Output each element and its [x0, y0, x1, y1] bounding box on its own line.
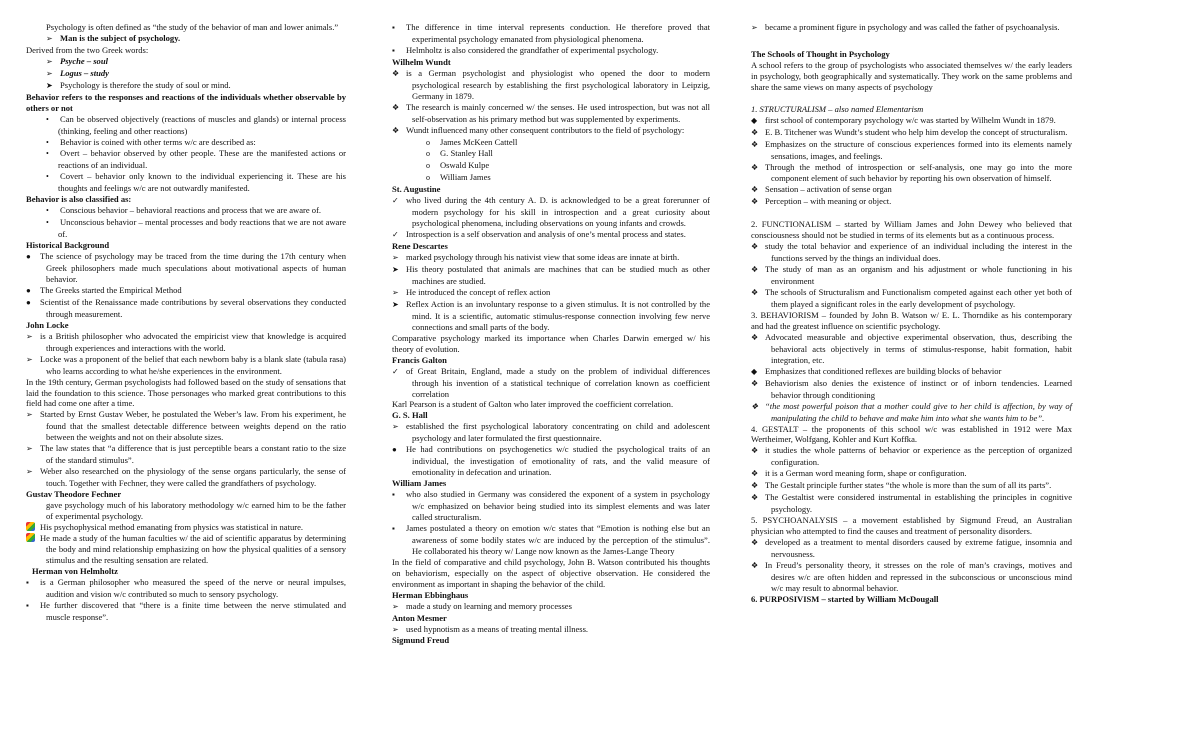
diamond-bullet-icon: ❖: [751, 493, 759, 503]
text: it studies the whole patterns of behavior or experience as the perception of organized configuration.: [765, 445, 1072, 468]
text: made a study on learning and memory processes: [406, 600, 572, 611]
arrow-bullet-icon: ➢: [392, 601, 399, 611]
text: 3. BEHAVIORISM – founded by John B. Watson w/ E. L. Thorndike as his contemporary and had the greatest influence on scientific psychology.: [751, 309, 1072, 331]
diamond-bullet-icon: ❖: [751, 481, 759, 491]
text: who lived during the 4th century A. D. is acknowledged to be a great forerunner of modern psychology for his skill in introspection and a great curiosity about psychological phenomena, including observations on young infants and crowds.: [406, 195, 710, 229]
bullet-item: [392, 264, 710, 287]
text: Psyche – soul: [60, 55, 108, 66]
text: became a prominent figure in psychology and was called the father of psychoanalysis.: [765, 22, 1060, 32]
arrow-bullet-icon: ➢: [46, 68, 53, 78]
text: Derived from the two Greek words:: [26, 44, 149, 55]
bullet-item: [751, 537, 1072, 560]
arrow-bullet-icon: ➢: [26, 410, 33, 420]
paragraph: [392, 333, 710, 355]
text: first school of contemporary psychology w/c was started by Wilhelm Wundt in 1879.: [765, 114, 1056, 125]
square-bullet-icon: ▪: [392, 23, 395, 32]
bullet-item: [751, 401, 1072, 424]
text: He made a study of the human faculties w/ the aid of scientific apparatus by determining the body and mind relationship emphasizing on how the physical qualities of a sensory stimulus and the resulting sensation are related.: [40, 532, 346, 565]
diamond-bullet-icon: ◆: [751, 115, 758, 125]
text: of Great Britain, England, made a study on the problem of individual differences through his invention of a statistical technique of correlation known as coefficient correlation: [406, 365, 710, 399]
text: 1. STRUCTURALISM – also named Elementarism: [751, 103, 924, 114]
text: is a German psychologist and physiologist who opened the door to modern psychological research by establishing the first psychological laboratory in Leipzig, Germany in 1879.: [406, 67, 710, 101]
bullet-icon: •: [46, 206, 49, 216]
bullet-item: [26, 56, 346, 68]
bullet-item: [751, 560, 1072, 594]
bullet-item: [751, 287, 1072, 310]
heading: [26, 320, 346, 331]
bullet-item: [751, 139, 1072, 162]
text: In the 19th century, German psychologists had followed based on the study of sensations that laid the foundation to this science. Those personages who marked great contributions to this field had come one after a time.: [26, 376, 346, 409]
heading: [392, 613, 710, 624]
text: Covert – behavior only known to the individual experiencing it. These are his thoughts and feelings w/c are not outwardly manifested.: [58, 171, 346, 194]
bullet-icon: ●: [26, 252, 31, 262]
text: E. B. Titchener was Wundt’s student who help him develop the concept of structuralism.: [765, 126, 1068, 137]
paragraph: [392, 399, 710, 410]
bullet-item: [26, 217, 346, 240]
bullet-icon: •: [46, 149, 49, 159]
text: Conscious behavior – behavioral reactions and process that we are aware of.: [60, 205, 322, 216]
arrow-bullet-icon: ➢: [46, 33, 53, 43]
arrow-bullet-icon: ➢: [46, 56, 53, 66]
text: Herman Ebbinghaus: [392, 589, 469, 600]
text: Behavior is also classified as:: [26, 194, 132, 205]
text: Sensation – activation of sense organ: [765, 184, 892, 195]
bullet-item: [26, 522, 346, 533]
bullet-item: [26, 533, 346, 566]
text: Scientist of the Renaissance made contributions by several observations they conducted through measurement.: [40, 296, 346, 319]
diamond-bullet-icon: ❖: [751, 185, 759, 195]
bullet-item: [26, 409, 346, 443]
diamond-bullet-icon: ❖: [751, 560, 759, 570]
bullet-item: [751, 184, 1072, 196]
text: Comparative psychology marked its importance when Charles Darwin emerged w/ his theory of evolution.: [392, 332, 710, 354]
bullet-item: [26, 443, 346, 466]
bullet-item: [392, 421, 710, 444]
bullet-item: [751, 468, 1072, 480]
diamond-bullet-icon: ❖: [751, 139, 759, 149]
bullet-item: [26, 600, 346, 623]
bullet-item: [751, 492, 1072, 515]
paragraph: [26, 500, 346, 522]
spacer: [751, 93, 1072, 104]
circle-bullet-icon: o: [426, 173, 430, 183]
bullet-item: [751, 241, 1072, 264]
bullet-item: [751, 127, 1072, 139]
paragraph: [751, 310, 1072, 332]
bullet-icon: ●: [26, 285, 31, 295]
text: G. S. Hall: [392, 410, 428, 421]
bullet-item: [751, 196, 1072, 208]
column-2: [392, 22, 710, 646]
bullet-item: [26, 80, 346, 92]
text: The Gestalt principle further states “the whole is more than the sum of all its parts”.: [765, 480, 1052, 491]
heading: [392, 57, 710, 68]
text: Francis Galton: [392, 354, 447, 365]
list-item: [392, 160, 710, 172]
diamond-bullet-icon: ❖: [751, 288, 759, 298]
bullet-icon: •: [46, 218, 49, 228]
bullet-icon: •: [46, 137, 49, 147]
diamond-bullet-icon: ◆: [751, 366, 758, 376]
text: Helmholtz is also considered the grandfather of experimental psychology.: [406, 44, 659, 55]
heading: [392, 410, 710, 421]
bullet-item: [751, 162, 1072, 185]
bullet-icon: ●: [392, 445, 397, 455]
text: Advocated measurable and objective experimental observation, thus, describing the behavioral acts objectively in terms of stimulus-response, habit formation, habit integration, etc.: [765, 331, 1072, 365]
bullet-icon: •: [46, 172, 49, 182]
text: Oswald Kulpe: [440, 160, 490, 171]
heading: [392, 241, 710, 252]
diamond-bullet-icon: ❖: [751, 242, 759, 252]
check-bullet-icon: ✓: [392, 230, 399, 240]
bullet-item: [751, 445, 1072, 468]
text: Behavior refers to the responses and reactions of the individuals whether observable by others or not: [26, 91, 346, 113]
arrow-bullet-icon: ➤: [392, 265, 399, 275]
text: G. Stanley Hall: [440, 148, 493, 159]
text: Overt – behavior observed by other people. These are the manifested actions or reactions of an individual.: [58, 148, 346, 171]
text: The difference in time interval represents conduction. He therefore proved that experimental psychology emanated from physiological phenomena.: [406, 22, 710, 44]
text: Wilhelm Wundt: [392, 56, 451, 67]
paragraph: [751, 60, 1072, 93]
square-bullet-icon: ▪: [392, 490, 395, 500]
paragraph: [26, 377, 346, 410]
arrow-bullet-icon: ➢: [392, 624, 399, 634]
arrow-bullet-icon: ➢: [392, 253, 399, 263]
text: Herman von Helmholtz: [32, 565, 118, 576]
text: The Schools of Thought in Psychology: [751, 48, 890, 59]
bullet-item: [751, 264, 1072, 287]
bullet-item: [392, 287, 710, 299]
diamond-bullet-icon: ❖: [751, 469, 759, 479]
diamond-bullet-icon: ❖: [751, 538, 759, 548]
heading: [392, 478, 710, 489]
text: The study of man as an organism and his adjustment or whole functioning in his environment: [765, 264, 1072, 287]
arrow-bullet-icon: ➢: [26, 354, 33, 364]
text: Can be observed objectively (reactions of muscles and glands) or internal process (thinking, feeling and other reactions): [58, 113, 346, 136]
heading: [751, 594, 1072, 605]
check-bullet-icon: ✓: [392, 366, 399, 376]
paragraph: [26, 22, 346, 33]
paragraph: [26, 45, 346, 56]
text: The schools of Structuralism and Functionalism competed against each other yet both of them played a significant roles in the early development of psychology.: [765, 287, 1072, 310]
column-1: [26, 22, 346, 623]
text: Karl Pearson is a student of Galton who later improved the coefficient correlation.: [392, 399, 674, 410]
check-bullet-icon: ✓: [392, 196, 399, 206]
square-bullet-icon: ▪: [392, 523, 395, 533]
text: developed as a treatment to mental disorders caused by extreme fatigue, insomnia and nervousness.: [765, 537, 1072, 559]
bullet-item: [26, 251, 346, 285]
bullet-item: [392, 523, 710, 557]
arrow-bullet-icon: ➢: [26, 331, 33, 341]
text: Introspection is a self observation and analysis of one’s mental process and states.: [406, 229, 686, 240]
bullet-item: [751, 366, 1072, 378]
arrow-bullet-icon: ➢: [26, 467, 33, 477]
text: Behavior is coined with other terms w/c are described as:: [60, 136, 256, 147]
bullet-item: [26, 205, 346, 217]
rainbow-bullet-icon: [26, 522, 35, 531]
text: The Gestaltist were considered instrumental in establishing the principles in cognitive psychology.: [765, 492, 1072, 515]
bullet-item: [26, 285, 346, 297]
text: is a British philosopher who advocated the empiricist view that knowledge is acquired through experiences and interactions with the world.: [40, 330, 346, 353]
arrow-bullet-icon: ➢: [751, 23, 758, 32]
bullet-item: [26, 354, 346, 377]
heading: [26, 194, 346, 205]
bullet-item: [751, 332, 1072, 366]
text: Anton Mesmer: [392, 612, 447, 623]
text: St. Augustine: [392, 184, 441, 195]
text: The law states that “a difference that is just perceptible bears a constant ratio to the size of the standard stimulus”.: [40, 443, 346, 466]
text: His psychophysical method emanating from physics was statistical in nature.: [40, 521, 304, 532]
heading: [392, 355, 710, 366]
text: Man is the subject of psychology.: [60, 32, 181, 43]
text: He had contributions on psychogenetics w/c studied the psychological traits of an individual, the investigation of emotionality of rats, and the valid measure of emotionality in defecation and urination.: [406, 444, 710, 478]
diamond-bullet-icon: ❖: [751, 446, 759, 456]
bullet-item: [26, 114, 346, 137]
diamond-bullet-icon: ❖: [751, 378, 759, 388]
heading: [392, 184, 710, 195]
bullet-icon: •: [46, 114, 49, 124]
heading: [751, 104, 1072, 115]
diamond-bullet-icon: ❖: [392, 68, 400, 78]
arrow-bullet-icon: ➢: [392, 287, 399, 297]
square-bullet-icon: ▪: [392, 45, 395, 55]
spacer: [751, 208, 1072, 219]
bullet-item: [392, 444, 710, 478]
text: 4. GESTALT – the proponents of this school w/c was established in 1912 were Max Wertheimer, Wolfgang, Kohler and Kurt Koffka.: [751, 423, 1072, 445]
arrow-bullet-icon: ➢: [26, 444, 33, 454]
text: James McKeen Cattell: [440, 136, 518, 147]
text: He introduced the concept of reflex action: [406, 286, 551, 297]
diamond-bullet-icon: ❖: [392, 125, 400, 135]
spacer: [751, 34, 1072, 45]
text: 5. PSYCHOANALYSIS – a movement established by Sigmund Freud, an Australian physician who attempted to find the causes and treatment of personality disorders.: [751, 515, 1072, 537]
bullet-item: [392, 624, 710, 636]
text: Through the method of introspection or self-analysis, one may go into the more component element of such behavior by reporting his own observation of himself.: [765, 161, 1072, 184]
circle-bullet-icon: o: [426, 137, 430, 147]
heading: [26, 566, 346, 577]
bullet-icon: ●: [26, 297, 31, 307]
text: Unconscious behavior – mental processes and body reactions that we are not aware of.: [58, 217, 346, 240]
arrow-bullet-icon: ➤: [46, 80, 53, 90]
text: William James: [440, 172, 491, 183]
column-3: [751, 22, 1072, 605]
bullet-item: [751, 378, 1072, 401]
bullet-item: [392, 68, 710, 102]
bullet-item: [392, 252, 710, 264]
bullet-item: [26, 297, 346, 320]
bullet-item: [392, 125, 710, 137]
paragraph: [26, 92, 346, 114]
diamond-bullet-icon: ❖: [751, 197, 759, 207]
circle-bullet-icon: o: [426, 149, 430, 159]
text: marked psychology through his nativist view that some ideas are innate at birth.: [406, 252, 680, 263]
heading: [26, 240, 346, 251]
text: He further discovered that “there is a finite time between the nerve stimulated and muscle response”.: [40, 599, 346, 622]
bullet-item: [392, 195, 710, 229]
bullet-item: [392, 229, 710, 241]
paragraph: [751, 424, 1072, 446]
text: John Locke: [26, 319, 69, 330]
list-item: [392, 172, 710, 184]
text: 6. PURPOSIVISM – started by William McDougall: [751, 593, 939, 604]
heading: [392, 635, 710, 646]
bullet-item: [26, 466, 346, 489]
bullet-item: [392, 366, 710, 400]
heading: [392, 590, 710, 601]
text: it is a German word meaning form, shape or configuration.: [765, 468, 967, 479]
rainbow-bullet-icon: [26, 533, 35, 542]
text: William James: [392, 478, 447, 489]
diamond-bullet-icon: ❖: [751, 127, 759, 137]
bullet-item: [26, 577, 346, 600]
bullet-item: [392, 45, 710, 57]
text: Historical Background: [26, 240, 110, 251]
text: Rene Descartes: [392, 241, 448, 252]
list-item: [392, 148, 710, 160]
square-bullet-icon: ▪: [26, 600, 29, 610]
bullet-item: [392, 299, 710, 333]
heading: [26, 489, 346, 500]
bullet-item: [26, 137, 346, 149]
text: The research is mainly concerned w/ the senses. He used introspection, but was not all self-observation as his primary method but was supplemented by experiments.: [406, 101, 710, 124]
arrow-bullet-icon: ➢: [392, 422, 399, 432]
text: Weber also researched on the physiology of the sense organs particularly, the sense of touch. Together with Fechner, they were called the grandfathers of psychology.: [40, 466, 346, 489]
text: Wundt influenced many other consequent contributors to the field of psychology:: [406, 124, 685, 135]
text: “the most powerful poison that a mother could give to her child is affection, by way of manipulating the child to behave and make him into what she wants him to be”.: [765, 400, 1072, 423]
text: Emphasizes that conditioned reflexes are building blocks of behavior: [765, 365, 1002, 376]
bullet-item: [26, 331, 346, 354]
bullet-item: [26, 68, 346, 80]
arrow-bullet-icon: ➤: [392, 299, 399, 309]
text: Logus – study: [60, 67, 109, 78]
text: Started by Ernst Gustav Weber, he postulated the Weber’s law. From his experiment, he found that the smallest detectable difference between weights depend on the ratio between the weights and not on their absolute sizes.: [40, 409, 346, 443]
diamond-bullet-icon: ❖: [751, 265, 759, 275]
text: A school refers to the group of psychologists who associated themselves w/ the early leaders in psychology, both geographically and systematically. They work on the same problems and share the same views on many aspects of psychology: [751, 59, 1072, 92]
bullet-item: [751, 115, 1072, 127]
text: Behaviorism also denies the existence of instinct or of inborn tendencies. Learned behavior through conditioning: [765, 377, 1072, 400]
text: Emphasizes on the structure of conscious experiences formed into its elements namely sensations, images, and feelings.: [765, 138, 1072, 161]
text: Gustav Theodore Fechner: [26, 489, 122, 500]
text: In the field of comparative and child psychology, John B. Watson contributed his thoughts on behaviorism, especially on the aspect of objective observation. He considered the environment as important in shaping the behavior of the child.: [392, 556, 710, 589]
paragraph: [392, 557, 710, 590]
text: established the first psychological laboratory concentrating on child and adolescent psychology and later formulated the first questionnaire.: [406, 421, 710, 444]
square-bullet-icon: ▪: [26, 577, 29, 587]
text: His theory postulated that animals are machines that can be studied much as other machines are studied.: [406, 264, 710, 286]
bullet-item: [26, 171, 346, 194]
text: Psychology is often defined as “the study of the behavior of man and lower animals.”: [46, 22, 339, 32]
text: The Greeks started the Empirical Method: [40, 284, 182, 295]
bullet-item: [392, 22, 710, 45]
paragraph: [751, 515, 1072, 537]
list-item: [392, 137, 710, 149]
bullet-item: [751, 22, 1072, 34]
text: The science of psychology may be traced from the time during the 17th century when Greek philosophers made much speculations about motivational aspects of human behavior.: [40, 251, 346, 284]
bullet-item: [26, 33, 346, 45]
diamond-bullet-icon: ❖: [751, 401, 759, 411]
text: who also studied in Germany was considered the exponent of a system in psychology w/c emphasized on behavior being studied into its simplest elements and was later called structuralism.: [406, 489, 710, 522]
text: used hypnotism as a means of treating mental illness.: [406, 623, 589, 634]
text: Locke was a proponent of the belief that each newborn baby is a blank slate (tabula rasa) who learns according to what he/she experiences in the environment.: [40, 353, 346, 376]
diamond-bullet-icon: ❖: [751, 332, 759, 342]
text: James postulated a theory on emotion w/c states that “Emotion is nothing else but an awareness of some bodily states w/c are induced by the perception of the stimulus”. He collaborated his theory w/ Lange now known as the James-Lange Theory: [406, 522, 710, 556]
text: is a German philosopher who measured the speed of the nerve or neural impulses, audition and vision w/c contributed so much to sensory psychology.: [40, 576, 346, 599]
text: Perception – with meaning or object.: [765, 196, 892, 207]
bullet-item: [26, 148, 346, 171]
text: Psychology is therefore the study of soul or mind.: [60, 79, 231, 90]
circle-bullet-icon: o: [426, 161, 430, 171]
bullet-item: [392, 489, 710, 523]
bullet-item: [392, 601, 710, 613]
bullet-item: [751, 480, 1072, 492]
text: Sigmund Freud: [392, 635, 450, 646]
diamond-bullet-icon: ❖: [751, 162, 759, 172]
diamond-bullet-icon: ❖: [392, 102, 400, 112]
text: Reflex Action is an involuntary response to a given stimulus. It is not controlled by the mind. It is a scientific, automatic stimulus-response connection involving few nerve connections and small parts of the body.: [406, 298, 710, 332]
text: study the total behavior and experience of an individual including the interest in the functions served by the things an individual does.: [765, 241, 1072, 264]
bullet-item: [392, 102, 710, 125]
text: In Freud’s personality theory, it stresses on the role of man’s cravings, motives and desires w/c are often hidden and repressed in the subconscious or unconscious mind w/c may result to abnormal behavior.: [765, 559, 1072, 593]
heading: [751, 49, 1072, 60]
text: gave psychology much of his laboratory methodology w/c earned him to be the father of experimental psychology.: [46, 500, 346, 521]
text: 2. FUNCTIONALISM – started by William James and John Dewey who believed that consciousness should not be studied in terms of its elements but as a continuous process.: [751, 219, 1072, 241]
paragraph: [751, 219, 1072, 241]
